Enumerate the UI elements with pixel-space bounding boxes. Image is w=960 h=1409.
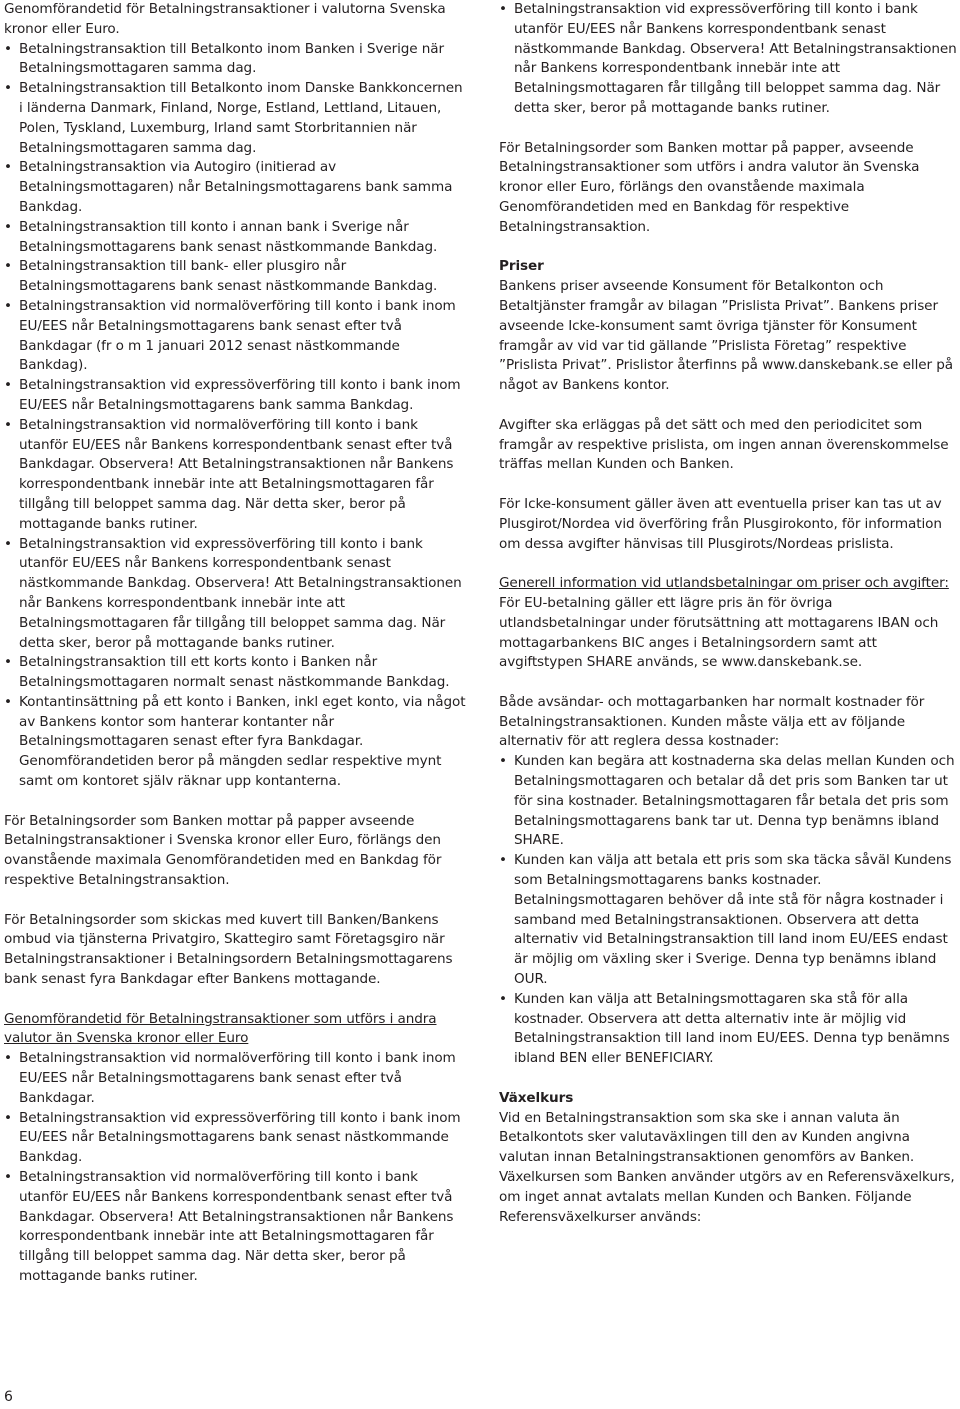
vaxelkurs-paragraph: Vid en Betalningstransaktion som ska ske i annan valuta än Betalkontots sker valutaväxlingen till den av Kunden angivna valutan innan Betalningstransaktionen genomförs av Banken. Växelkursen som Banken använder utgörs av en Referensväxelkurs, om inget annat avtalats mellan Kunden och Banken. Följande Referensväxelkurser används: bbox=[499, 1109, 955, 1225]
eu-payment-paragraph: För EU-betalning gäller ett lägre pris än för övriga utlandsbetalningar under förutsättning att mottagarens IBAN och mottagarbankens BIC anges i Betalningsordern samt att avgiftstypen SHARE används, se www.danskebank.se. bbox=[499, 594, 939, 671]
priser-heading: Priser bbox=[499, 258, 544, 275]
cost-options-list bbox=[499, 752, 957, 1069]
list-item: • Betalningstransaktion vid normalöverföring till konto i bank utanför EU/EES når Bankens korrespondentbank senast efter två Bankdagar. Observera! Att Betalningstransaktionen når Bankens korrespondentbank innebär inte att Betalningsmottagaren får tillgång till beloppet samma dag. När detta sker, beror på mottagande banks rutiner. bbox=[4, 416, 466, 535]
list-item: • Betalningstransaktion till konto i annan bank i Sverige når Betalningsmottagarens bank senast nästkommande Bankdag. bbox=[4, 218, 466, 258]
page-number: 6 bbox=[4, 1389, 13, 1405]
list-item: • Betalningstransaktion vid expressöverföring till konto i bank inom EU/EES når Betalningsmottagarens bank senast nästkommande Bankdag. bbox=[4, 1109, 466, 1168]
envelope-order-paragraph: För Betalningsorder som skickas med kuvert till Banken/Bankens ombud via tjänsterna Privatgiro, Skattegiro samt Företagsgiro när Betalningstransaktioner i Betalningsordern Betalningsmottagarens bank senast fyra Bankdagar efter Bankens mottagande. bbox=[4, 911, 453, 988]
general-info-heading: Generell information vid utlandsbetalningar om priser och avgifter: bbox=[499, 575, 949, 592]
plusgirot-paragraph: För Icke-konsument gäller även att eventuella priser kan tas ut av Plusgirot/Nordea vid överföring från Plusgirokonto, för information om dessa avgifter hänvisas till Plusgirots/Nordeas prislista. bbox=[499, 495, 942, 552]
list-item: • Betalningstransaktion till ett korts konto i Banken når Betalningsmottagaren normalt senast nästkommande Bankdag. bbox=[4, 653, 466, 693]
list-item: • Betalningstransaktion vid normalöverföring till konto i bank utanför EU/EES når Bankens korrespondentbank senast efter två Bankdagar. Observera! Att Betalningstransaktionen når Bankens korrespondentbank innebär inte att Betalningsmottagaren får tillgång till beloppet samma dag. När detta sker, beror på mottagande banks rutiner. bbox=[4, 1168, 466, 1287]
list-item: • Betalningstransaktion vid expressöverföring till konto i bank utanför EU/EES når Bankens korrespondentbank senast nästkommande Bankdag. Observera! Att Betalningstransaktionen når Bankens korrespondentbank innebär inte att Betalningsmottagaren får tillgång till beloppet samma dag. När detta sker, beror på mottagande banks rutiner. bbox=[4, 535, 466, 654]
priser-paragraph: Bankens priser avseende Konsument för Betalkonton och Betaltjänster framgår av bilagan ”Prislista Privat”. Bankens priser avseende Icke-konsument samt övriga tjänster för Konsument framgår av vid var tid gällande ”Prislista Företag” respektive ”Prislista Privat”. Prislistor återfinns på www.danskebank.se eller på något av Bankens kontor. bbox=[499, 278, 953, 394]
intro-item: Genomförandetid för Betalningstransaktioner i valutorna Svenska kronor eller Euro. bbox=[4, 1, 446, 37]
avgifter-paragraph: Avgifter ska erläggas på det sätt och med den periodicitet som framgår av respektive prislista, om ingen annan överenskommelse träffas mellan Kunden och Banken. bbox=[499, 416, 949, 473]
list-item: • Betalningstransaktion via Autogiro (initierad av Betalningsmottagaren) når Betalningsmottagarens bank samma Bankdag. bbox=[4, 158, 466, 217]
list-item: • Kunden kan välja att Betalningsmottagaren ska stå för alla kostnader. Observera att detta alternativ inte är möjlig vid Betalningstransaktion till land inom EU/EES. Denna typ benämns ibland BEN eller BENEFICIARY. bbox=[499, 990, 957, 1069]
domestic-timing-list bbox=[4, 40, 466, 792]
list-item: • Kunden kan välja att betala ett pris som ska täcka såväl Kundens som Betalningsmottagarens banks kostnader. Betalningsmottagaren behöver då inte stå för några kostnader i samband med Betalningstransaktionen. Observera att detta alternativ vid Betalningstransaktion till land inom EU/EES endast är möjlig om växling sker i Sverige. Denna typ benämns ibland OUR. bbox=[499, 851, 957, 990]
list-item: • Kontantinsättning på ett konto i Banken, inkl eget konto, via något av Bankens kontor som hanterar kontanter når Betalningsmottagaren senast efter fyra Bankdagar. Genomförandetiden beror på mängden sedlar respektive mynt samt om kontoret själv räknar upp kontanterna. bbox=[4, 693, 466, 792]
list-item: • Kunden kan begära att kostnaderna ska delas mellan Kunden och Betalningsmottagaren och betalar då det pris som Banken tar ut för sina kostnader. Betalningsmottagaren får betala det pris som Betalningsmottagarens bank tar ut. Denna typ benämns ibland SHARE. bbox=[499, 752, 957, 851]
list-item: • Betalningstransaktion till Betalkonto inom Danske Bankkoncernen i länderna Danmark, Finland, Norge, Estland, Lettland, Litauen, Polen, Tyskland, Luxemburg, Irland samt Storbritannien när Betalningsmottagaren samma dag. bbox=[4, 79, 466, 158]
continued-list bbox=[499, 0, 957, 119]
cost-options-paragraph: Både avsändar- och mottagarbanken har normalt kostnader för Betalningstransaktionen. Kunden måste välja ett av följande alternativ för att reglera dessa kostnader: bbox=[499, 693, 925, 750]
other-currency-list bbox=[4, 1049, 466, 1287]
list-item: • Betalningstransaktion vid expressöverföring till konto i bank inom EU/EES når Betalningsmottagarens bank samma Bankdag. bbox=[4, 376, 466, 416]
left-column bbox=[4, 0, 466, 1287]
list-item: • Betalningstransaktion vid expressöverföring till konto i bank utanför EU/EES når Bankens korrespondentbank senast nästkommande Bankdag. Observera! Att Betalningstransaktionen når Bankens korrespondentbank innebär inte att Betalningsmottagaren får tillgång till beloppet samma dag. När detta sker, beror på mottagande banks rutiner. bbox=[499, 0, 957, 119]
list-item: • Betalningstransaktion till bank- eller plusgiro når Betalningsmottagarens bank senast nästkommande Bankdag. bbox=[4, 257, 466, 297]
list-item: • Betalningstransaktion vid normalöverföring till konto i bank inom EU/EES når Betalningsmottagarens bank senast efter två Bankdagar (fr o m 1 januari 2012 senast nästkommande Bankdag). bbox=[4, 297, 466, 376]
vaxelkurs-heading: Växelkurs bbox=[499, 1089, 574, 1106]
paper-order-other-paragraph: För Betalningsorder som Banken mottar på papper, avseende Betalningstransaktioner som utförs i andra valutor än Svenska kronor eller Euro, förlängs den ovanstående maximala Genomförandetiden med en Bankdag för respektive Betalningstransaktion. bbox=[499, 139, 920, 235]
right-column bbox=[499, 0, 957, 1227]
list-item: • Betalningstransaktion till Betalkonto inom Banken i Sverige när Betalningsmottagaren samma dag. bbox=[4, 40, 466, 80]
list-item: • Betalningstransaktion vid normalöverföring till konto i bank inom EU/EES når Betalningsmottagarens bank senast efter två Bankdagar. bbox=[4, 1049, 466, 1108]
paper-order-paragraph: För Betalningsorder som Banken mottar på papper avseende Betalningstransaktioner i Svenska kronor eller Euro, förlängs den ovanstående maximala Genomförandetiden med en Bankdag för respektive Betalningstransaktion. bbox=[4, 812, 442, 889]
other-currency-heading: Genomförandetid för Betalningstransaktioner som utförs i andra valutor än Svenska kronor eller Euro bbox=[4, 1010, 437, 1047]
